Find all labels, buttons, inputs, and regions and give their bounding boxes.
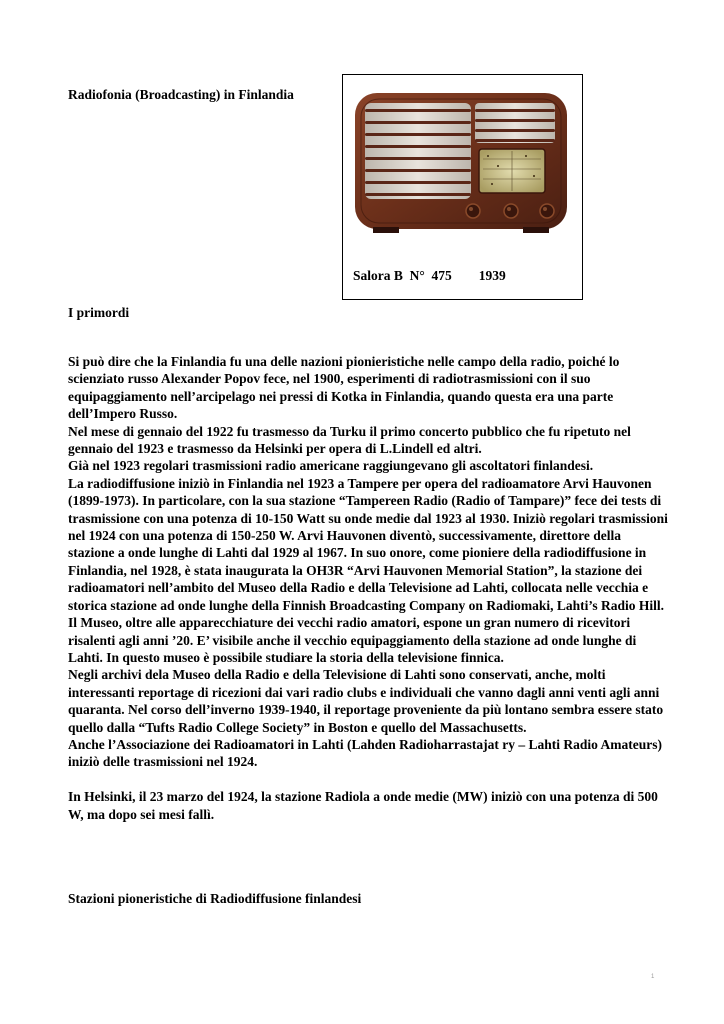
paragraph: Già nel 1923 regolari trasmissioni radio americane raggiungevano gli ascoltatori finlandesi.: [68, 458, 594, 474]
figure-frame: [342, 74, 583, 300]
page-title: Radiofonia (Broadcasting) in Finlandia: [68, 87, 294, 102]
paragraph: Negli archivi dela Museo della Radio e della Televisione di Lahti sono conservati, anche, molti interessanti reportage di ricezioni dai vari radio clubs e individuali che vanno dagli anni venti agli anni quaranta. Nel corso dell’inverno 1939-1940, il reportage proveniente da più lontano sembra essere stato quello dalla “Tufts Radio College Society” in Boston e quello del Massachusetts.: [68, 667, 664, 735]
body-text: [68, 353, 668, 823]
section-heading-primordi: I primordi: [68, 305, 130, 320]
paragraph: Il Museo, oltre alle apparecchiature dei vecchi radio amatori, espone un gran numero di ricevitori risalenti agli anni ’20. E’ visibile anche il vecchio equipaggiamento della stazione ad onde lunghe di Lahti. In questo museo è possibile studiare la storia della televisione finnica.: [68, 615, 637, 665]
paragraph: Nel mese di gennaio del 1922 fu trasmesso da Turku il primo concerto pubblico che fu ripetuto nel gennaio del 1923 e trasmesso da Helsinki per opera di L.Lindell ed altri.: [68, 423, 631, 457]
paragraph: La radiodiffusione iniziò in Finlandia nel 1923 a Tampere per opera del radioamatore Arvi Hauvonen (1899-1973). In particolare, con la sua stazione “Tampereen Radio (Radio of Tampare)” fece dei tests di trasmissione con una potenza di 10-150 Watt su onde medie dal 1923 al 1930. Iniziò regolari trasmissioni nel 1924 con una potenza di 150-250 W. Arvi Hauvonen diventò, successivamente, direttore della stazione a onde lunghe di Lahti dal 1929 al 1967. In suo onore, come pioniere della radiodiffusione in Finlandia, nel 1928, è stata inaugurata la OH3R “Arvi Hauvonen Memorial Station”, la stazione dei radioamatori nell’ambito del Museo della Radio e della Televisione ad Lahti, collocata nelle vecchia e storica stazione ad onde lunghe della Finnish Broadcasting Company on Radiomaki, Lahti’s Radio Hill.: [68, 475, 668, 613]
page-number: 1: [651, 974, 655, 980]
radio-photo: [351, 87, 573, 237]
figure-caption: Salora B N° 475 1939: [353, 268, 506, 283]
section-heading-stazioni: Stazioni pioneristiche di Radiodiffusione finlandesi: [68, 891, 362, 906]
paragraph: Anche l’Associazione dei Radioamatori in Lahti (Lahden Radioharrastajat ry – Lahti Radio Amateurs) iniziò delle trasmissioni nel 1924.: [68, 736, 662, 770]
paragraph: Si può dire che la Finlandia fu una delle nazioni pionieristiche nelle campo della radio, poiché lo scienziato russo Alexander Popov fece, nel 1900, esperimenti di radiotrasmissioni con il suo equipaggiamento nell’arcipelago nei pressi di Kotka in Finlandia, quando questa era una parte dell’Impero Russo.: [68, 354, 620, 422]
paragraph-helsinki: In Helsinki, il 23 marzo del 1924, la stazione Radiola a onde medie (MW) iniziò con una potenza di 500 W, ma dopo sei mesi fallì.: [68, 789, 658, 822]
